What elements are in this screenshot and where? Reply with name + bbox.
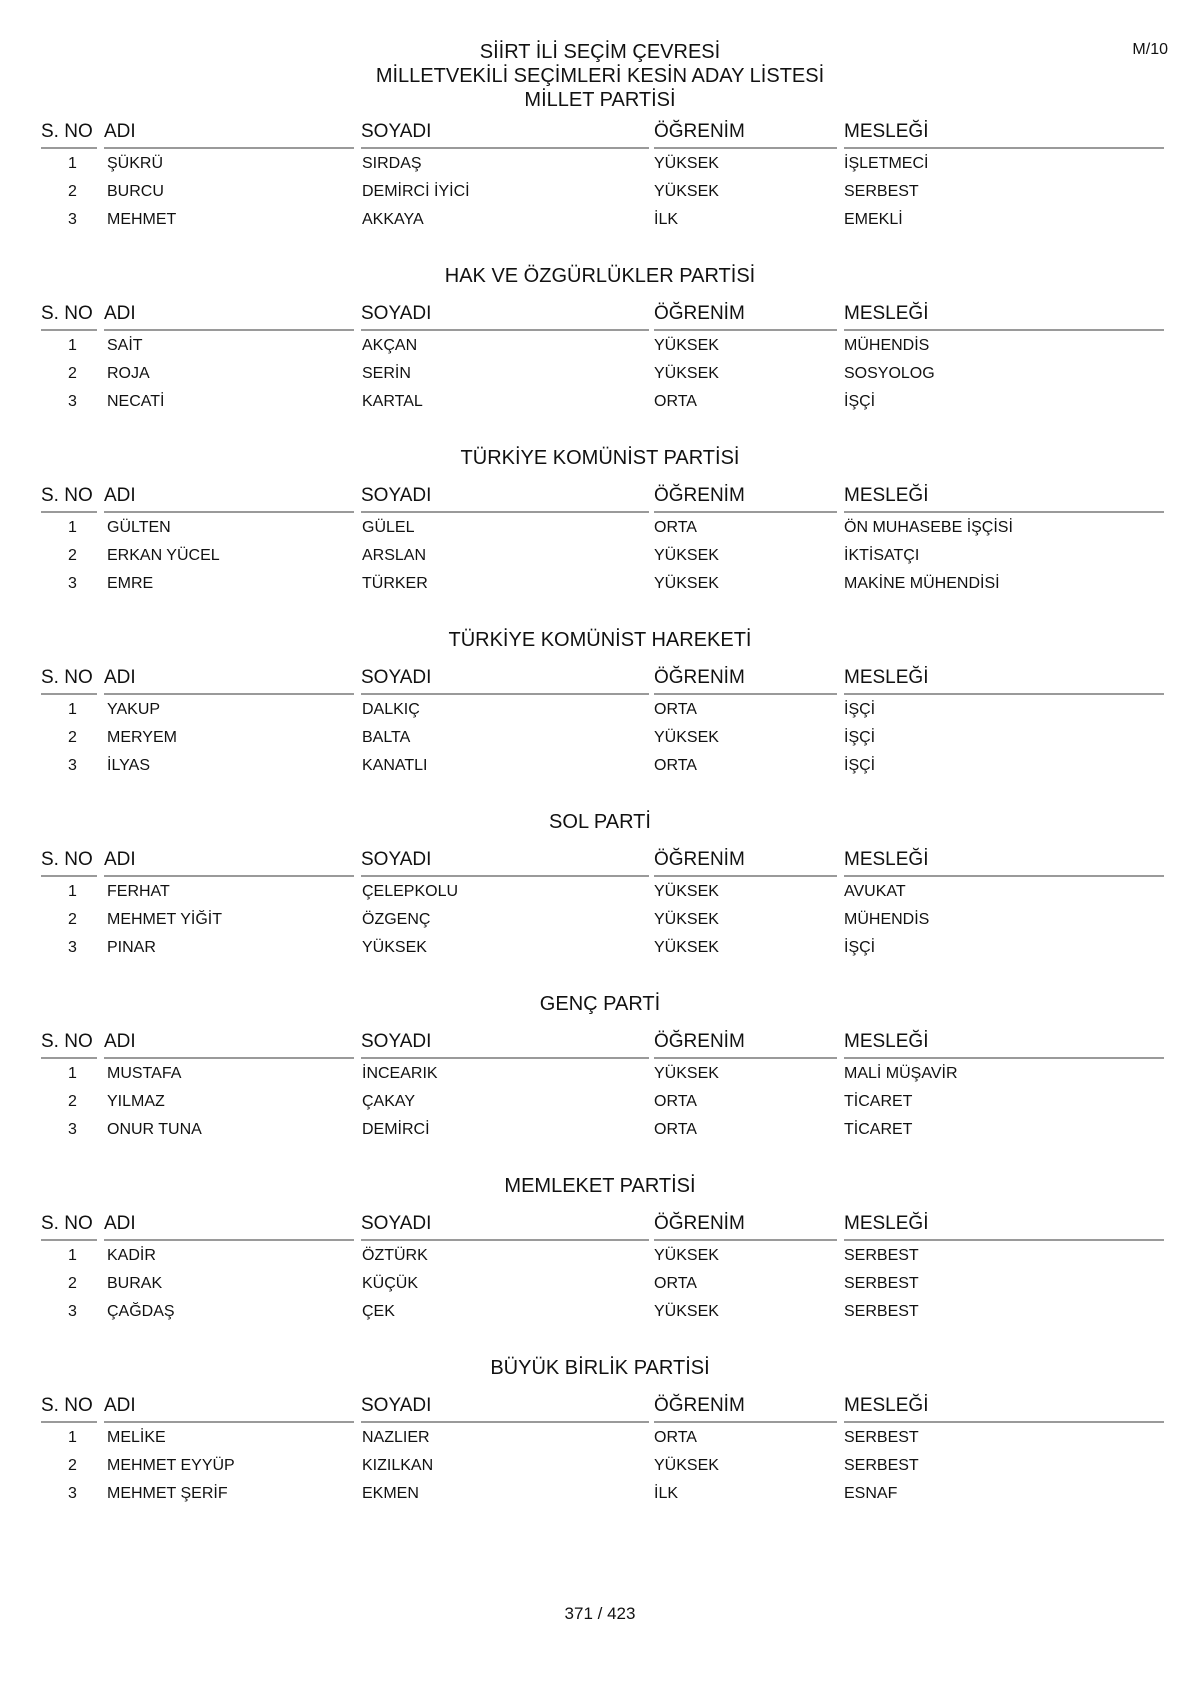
table-cell-soyadi: ÇEK [362,1303,395,1320]
party-name: SOL PARTİ [549,811,651,833]
column-header-sno: S. NO [41,1389,97,1423]
table-cell-ogrenim: ORTA [654,393,697,410]
table-cell-adi: FERHAT [107,883,170,900]
first-party-title: MİLLET PARTİSİ [524,89,676,111]
list-title: MİLLETVEKİLİ SEÇİMLERİ KESİN ADAY LİSTESİ [375,65,825,87]
table-cell-ogrenim: ORTA [654,519,697,536]
table-cell-ogrenim: YÜKSEK [654,365,719,382]
table-cell-soyadi: SERİN [362,365,411,382]
table-cell-soyadi: ÖZTÜRK [362,1247,428,1264]
table-cell-soyadi: GÜLEL [362,519,415,536]
table-cell-soyadi: KANATLI [362,757,428,774]
column-header-sno: S. NO [41,115,97,149]
column-header-soyadi: SOYADI [361,1025,649,1059]
province-title: SİİRT İLİ SEÇİM ÇEVRESİ [479,41,721,63]
table-cell-adi: MELİKE [107,1429,166,1446]
table-cell-ogrenim: YÜKSEK [654,883,719,900]
table-cell-sno: 1 [68,701,77,718]
table-cell-meslek: İŞÇİ [844,939,876,956]
table-cell-soyadi: ÇELEPKOLU [362,883,459,900]
table-cell-meslek: TİCARET [844,1093,913,1110]
table-cell-adi: BURCU [107,183,164,200]
table-cell-meslek: MALİ MÜŞAVİR [844,1065,958,1082]
party-name: TÜRKİYE KOMÜNİST PARTİSİ [460,447,740,469]
column-header-ogrenim: ÖĞRENİM [654,1025,837,1059]
table-cell-meslek: EMEKLİ [844,211,903,228]
column-header-meslek: MESLEĞİ [844,1389,1164,1423]
table-cell-soyadi: EKMEN [362,1485,419,1502]
column-header-meslek: MESLEĞİ [844,1207,1164,1241]
table-cell-meslek: SERBEST [844,1247,919,1264]
column-header-sno: S. NO [41,297,97,331]
party-name: BÜYÜK BİRLİK PARTİSİ [490,1357,710,1379]
table-cell-sno: 1 [68,155,77,172]
table-cell-soyadi: ARSLAN [362,547,427,564]
table-cell-meslek: ÖN MUHASEBE İŞÇİSİ [844,519,1013,536]
column-header-sno: S. NO [41,843,97,877]
table-cell-meslek: İŞLETMECİ [844,155,929,172]
table-cell-ogrenim: YÜKSEK [654,1065,719,1082]
table-cell-soyadi: İNCEARIK [362,1065,438,1082]
table-cell-meslek: MÜHENDİS [844,337,930,354]
table-cell-soyadi: DALKIÇ [362,701,420,718]
table-cell-adi: PINAR [107,939,156,956]
table-cell-ogrenim: YÜKSEK [654,155,719,172]
table-cell-adi: MEHMET EYYÜP [107,1457,235,1474]
table-cell-sno: 1 [68,1429,77,1446]
table-cell-adi: NECATİ [107,393,165,410]
table-cell-adi: ROJA [107,365,150,382]
table-cell-meslek: SERBEST [844,1275,919,1292]
table-cell-ogrenim: İLK [654,211,679,228]
column-header-sno: S. NO [41,661,97,695]
table-cell-soyadi: YÜKSEK [362,939,427,956]
table-cell-meslek: SERBEST [844,1429,919,1446]
table-cell-sno: 3 [68,939,77,956]
table-cell-sno: 2 [68,183,77,200]
table-cell-sno: 2 [68,729,77,746]
table-cell-sno: 1 [68,883,77,900]
table-cell-sno: 3 [68,757,77,774]
table-cell-sno: 1 [68,519,77,536]
table-cell-sno: 3 [68,393,77,410]
column-header-soyadi: SOYADI [361,479,649,513]
column-header-soyadi: SOYADI [361,661,649,695]
table-cell-soyadi: SIRDAŞ [362,155,422,172]
column-header-ogrenim: ÖĞRENİM [654,843,837,877]
table-cell-sno: 3 [68,1121,77,1138]
table-cell-adi: YILMAZ [107,1093,165,1110]
table-cell-sno: 1 [68,1065,77,1082]
table-cell-adi: ONUR TUNA [107,1121,202,1138]
column-header-soyadi: SOYADI [361,1207,649,1241]
table-cell-sno: 3 [68,1485,77,1502]
table-cell-ogrenim: ORTA [654,1275,697,1292]
table-cell-ogrenim: YÜKSEK [654,729,719,746]
table-cell-ogrenim: YÜKSEK [654,337,719,354]
table-cell-sno: 2 [68,1275,77,1292]
table-cell-ogrenim: ORTA [654,1429,697,1446]
party-sections [0,115,1200,1571]
table-cell-ogrenim: YÜKSEK [654,575,719,592]
table-cell-adi: MEHMET YİĞİT [107,911,222,928]
column-header-sno: S. NO [41,1207,97,1241]
table-cell-ogrenim: İLK [654,1485,679,1502]
column-header-soyadi: SOYADI [361,115,649,149]
table-cell-soyadi: DEMİRCİ İYİCİ [362,183,470,200]
table-cell-meslek: SERBEST [844,1457,919,1474]
column-header-adi: ADI [104,297,354,331]
table-cell-soyadi: ÖZGENÇ [362,911,431,928]
column-header-sno: S. NO [41,1025,97,1059]
table-cell-sno: 2 [68,365,77,382]
table-cell-sno: 3 [68,211,77,228]
column-header-adi: ADI [104,843,354,877]
table-cell-ogrenim: YÜKSEK [654,1457,719,1474]
column-header-meslek: MESLEĞİ [844,661,1164,695]
table-cell-sno: 3 [68,575,77,592]
column-header-ogrenim: ÖĞRENİM [654,115,837,149]
table-cell-meslek: MÜHENDİS [844,911,930,928]
table-cell-meslek: AVUKAT [844,883,906,900]
page-code: M/10 [1132,41,1168,58]
table-cell-ogrenim: YÜKSEK [654,911,719,928]
table-cell-adi: ŞÜKRÜ [107,155,164,172]
column-header-adi: ADI [104,479,354,513]
table-cell-soyadi: NAZLIER [362,1429,430,1446]
column-header-meslek: MESLEĞİ [844,297,1164,331]
table-cell-meslek: İŞÇİ [844,393,876,410]
table-cell-soyadi: KARTAL [362,393,423,410]
table-cell-ogrenim: ORTA [654,1121,697,1138]
party-section [0,1357,1200,1571]
column-header-ogrenim: ÖĞRENİM [654,661,837,695]
party-name: GENÇ PARTİ [539,993,661,1015]
table-cell-soyadi: DEMİRCİ [362,1121,430,1138]
table-cell-soyadi: AKÇAN [362,337,418,354]
column-header-soyadi: SOYADI [361,843,649,877]
table-cell-sno: 1 [68,337,77,354]
table-cell-soyadi: BALTA [362,729,411,746]
table-cell-adi: BURAK [107,1275,163,1292]
column-header-sno: S. NO [41,479,97,513]
table-cell-soyadi: KIZILKAN [362,1457,434,1474]
column-header-soyadi: SOYADI [361,1389,649,1423]
table-cell-ogrenim: ORTA [654,1093,697,1110]
party-name: HAK VE ÖZGÜRLÜKLER PARTİSİ [444,265,756,287]
party-name: MEMLEKET PARTİSİ [504,1175,696,1197]
table-cell-adi: MERYEM [107,729,177,746]
table-cell-soyadi: ÇAKAY [362,1093,416,1110]
column-header-soyadi: SOYADI [361,297,649,331]
table-cell-meslek: SOSYOLOG [844,365,935,382]
table-cell-ogrenim: YÜKSEK [654,547,719,564]
table-cell-sno: 2 [68,547,77,564]
table-cell-meslek: MAKİNE MÜHENDİSİ [844,575,1000,592]
column-header-meslek: MESLEĞİ [844,479,1164,513]
table-cell-meslek: İKTİSATÇI [844,547,920,564]
table-cell-adi: SAİT [107,337,143,354]
table-cell-soyadi: KÜÇÜK [362,1275,419,1292]
column-header-ogrenim: ÖĞRENİM [654,1207,837,1241]
column-header-meslek: MESLEĞİ [844,1025,1164,1059]
table-cell-adi: İLYAS [107,757,150,774]
table-cell-adi: YAKUP [107,701,161,718]
table-cell-adi: EMRE [107,575,154,592]
table-cell-meslek: İŞÇİ [844,757,876,774]
table-cell-meslek: İŞÇİ [844,701,876,718]
table-cell-adi: ÇAĞDAŞ [107,1303,175,1320]
table-cell-meslek: İŞÇİ [844,729,876,746]
table-cell-soyadi: TÜRKER [362,575,428,592]
table-cell-adi: KADİR [107,1247,156,1264]
table-cell-ogrenim: YÜKSEK [654,939,719,956]
document-header [0,40,1200,112]
column-header-adi: ADI [104,661,354,695]
party-name: TÜRKİYE KOMÜNİST HAREKETİ [448,629,752,651]
column-header-meslek: MESLEĞİ [844,843,1164,877]
table-cell-ogrenim: YÜKSEK [654,183,719,200]
table-cell-meslek: SERBEST [844,183,919,200]
table-cell-adi: ERKAN YÜCEL [107,547,220,564]
table-cell-sno: 2 [68,1093,77,1110]
table-cell-ogrenim: YÜKSEK [654,1247,719,1264]
column-header-adi: ADI [104,1207,354,1241]
table-cell-soyadi: AKKAYA [362,211,424,228]
table-cell-ogrenim: ORTA [654,701,697,718]
table-cell-meslek: TİCARET [844,1121,913,1138]
column-header-adi: ADI [104,1389,354,1423]
table-cell-sno: 3 [68,1303,77,1320]
table-cell-ogrenim: YÜKSEK [654,1303,719,1320]
column-header-ogrenim: ÖĞRENİM [654,479,837,513]
table-cell-adi: MEHMET [107,211,177,228]
column-header-meslek: MESLEĞİ [844,115,1164,149]
table-cell-adi: MEHMET ŞERİF [107,1485,228,1502]
column-header-ogrenim: ÖĞRENİM [654,1389,837,1423]
table-cell-adi: GÜLTEN [107,519,171,536]
table-cell-ogrenim: ORTA [654,757,697,774]
page-number: 371 / 423 [564,1604,636,1623]
table-cell-meslek: ESNAF [844,1485,898,1502]
table-cell-sno: 2 [68,911,77,928]
column-header-adi: ADI [104,115,354,149]
column-header-adi: ADI [104,1025,354,1059]
column-header-ogrenim: ÖĞRENİM [654,297,837,331]
table-cell-meslek: SERBEST [844,1303,919,1320]
table-cell-adi: MUSTAFA [107,1065,182,1082]
table-cell-sno: 2 [68,1457,77,1474]
table-cell-sno: 1 [68,1247,77,1264]
